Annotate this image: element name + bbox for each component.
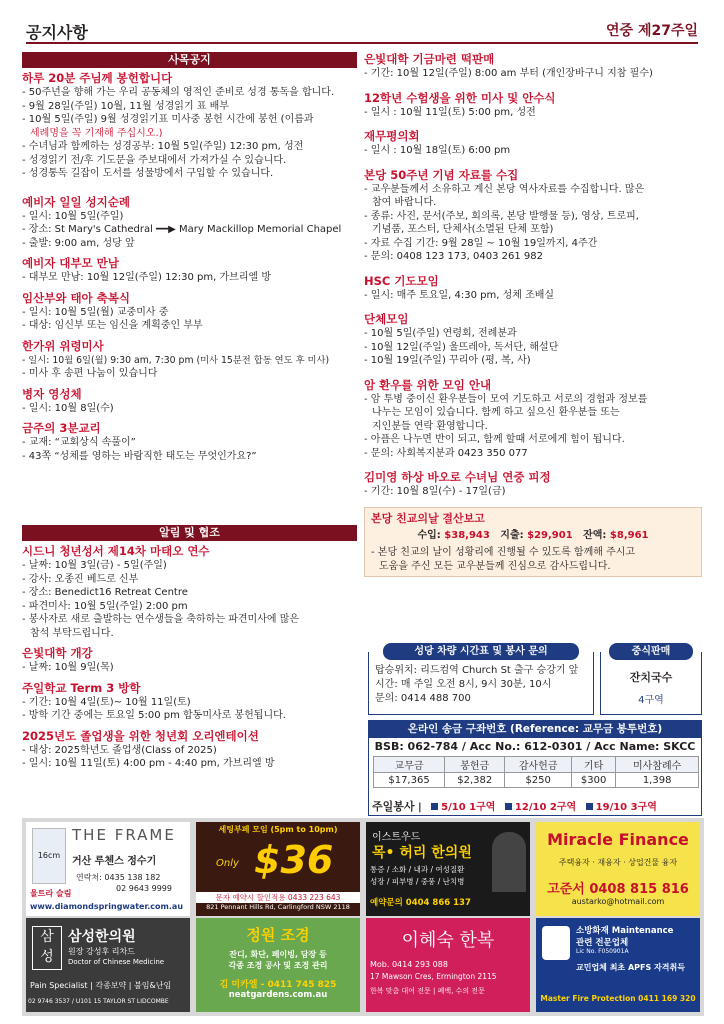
notice-bible-reading bbox=[22, 71, 357, 181]
notice-line: - 아픔은 나누면 반이 되고, 함께 할때 서로에게 힘이 됩니다. bbox=[364, 434, 625, 445]
notice-anniversary-archive bbox=[364, 168, 702, 264]
notice-finance-council bbox=[364, 129, 702, 158]
table-cell: $2,382 bbox=[445, 773, 505, 788]
ad-line: 문자 예약시 할인적용 0433 223 643 bbox=[196, 892, 360, 903]
notice-line: - 봉사자로 새로 출발하는 연수생들을 축하하는 파견미사에 많은 bbox=[22, 614, 300, 625]
ad-line: 성장 / 피부병 / 중풍 / 난치병 bbox=[370, 877, 465, 886]
notice-line: - 성경읽기 전/후 기도문을 주보대에서 가져가실 수 있습니다. bbox=[22, 154, 287, 166]
ad-price: $36 bbox=[254, 838, 334, 882]
ad-line: 02 9746 3537 / U101 15 TAYLOR ST LIDCOMBE bbox=[28, 998, 169, 1005]
notice-line: - 종류: 사진, 문서(주보, 회의록, 본당 발행물 등), 영상, 트로피, bbox=[364, 210, 639, 222]
page-title: 공지사항 bbox=[26, 23, 88, 42]
ad-line: 02 9643 9999 bbox=[116, 884, 172, 893]
notice-line: - 9월 28일(주일) 10월, 11월 성경읽기 표 배부 bbox=[22, 100, 229, 112]
notice-hsc-prayer bbox=[364, 274, 702, 303]
ad-line: 이혜숙 한복 bbox=[401, 930, 495, 951]
notice-youth-retreat bbox=[22, 544, 357, 640]
notice-line: - 날짜: 10월 9일(목) bbox=[22, 662, 114, 673]
notice-blessing bbox=[22, 291, 357, 333]
balance-label: 잔액: bbox=[583, 529, 607, 541]
notice-sunday-school bbox=[22, 681, 357, 723]
ad-garden[interactable] bbox=[196, 918, 360, 1012]
notice-line: - 암 투병 중이신 환우분들이 모여 기도하고 서로의 경험과 정보를 bbox=[364, 393, 648, 405]
income-value: $38,943 bbox=[444, 529, 490, 541]
ad-line: 각종 조경 공사 및 조경 관리 bbox=[228, 961, 328, 970]
ad-line: 예약문의 0404 866 137 bbox=[370, 898, 471, 908]
notice-line: - 장소: Benedict16 Retreat Centre bbox=[22, 587, 188, 598]
notice-title: 한가위 위령미사 bbox=[22, 338, 104, 353]
donation-title: 온라인 송금 구좌번호 (Reference: 교무금 봉투번호) bbox=[369, 721, 701, 738]
left-column-lower bbox=[22, 525, 357, 777]
ad-fire-protection[interactable] bbox=[536, 918, 700, 1012]
lunch-sale-group: 4구역 bbox=[638, 695, 664, 706]
notice-title: 단체모임 bbox=[364, 312, 409, 326]
notice-line: - 출발: 9:00 am, 성당 앞 bbox=[22, 237, 135, 249]
notice-line: - 교우분들께서 소유하고 계신 본당 역사자료를 수집합니다. 많은 bbox=[364, 183, 645, 195]
ad-line: 821 Pennant Hills Rd, Carlingford NSW 2118 bbox=[206, 903, 350, 911]
notice-line: - 일시: 10월 11일(토) 4:00 pm - 4:40 pm, 가브리엘 방 bbox=[22, 758, 275, 769]
ad-line: Mob. 0414 293 088 bbox=[370, 960, 448, 969]
notice-line: 나누는 모임이 있습니다. 함께 하고 싶으신 환우분들 또는 bbox=[372, 407, 620, 418]
purifier-icon bbox=[32, 828, 66, 884]
notice-title: 은빛대학 기금마련 떡판매 bbox=[364, 52, 495, 66]
ad-line: 김 미카엘 - 0411 745 825 bbox=[219, 980, 337, 990]
ad-line: www.diamondspringwater.com.au bbox=[30, 902, 184, 911]
offering-table bbox=[373, 756, 699, 788]
notice-line: - 성경통독 길잡이 도서를 성물방에서 구입할 수 있습니다. bbox=[22, 168, 274, 179]
income-label: 수입: bbox=[417, 529, 441, 541]
notice-line: - 대상: 임신부 또는 임신을 계획중인 부부 bbox=[22, 320, 203, 331]
ad-water-purifier[interactable] bbox=[26, 822, 190, 916]
notice-memorial-mass bbox=[22, 339, 357, 381]
notice-retreat bbox=[364, 470, 702, 499]
ad-samsung-clinic[interactable] bbox=[26, 918, 190, 1012]
notice-cancer-support bbox=[364, 378, 702, 461]
lunch-sale-item: 잔치국수 bbox=[629, 671, 673, 684]
service-label: 주일봉사 bbox=[372, 800, 415, 813]
ad-line: 교민업체 최초 APFS 자격취득 bbox=[576, 963, 685, 972]
ad-line: Miracle Finance bbox=[547, 830, 689, 849]
notice-line: - 50주년을 향해 가는 우리 공동체의 영적인 준비로 성경 통독을 합니다. bbox=[22, 87, 335, 98]
notice-title: 시드니 청년성서 제14차 마태오 연수 bbox=[22, 544, 210, 558]
expense-value: $29,901 bbox=[527, 529, 573, 541]
notice-title: 은빛대학 개강 bbox=[22, 646, 93, 660]
ad-size: 16cm bbox=[37, 851, 61, 860]
ad-finance[interactable] bbox=[536, 822, 700, 916]
ad-line: 소방화재 Maintenance bbox=[576, 926, 674, 936]
ad-line: 이스트우드 bbox=[372, 832, 421, 843]
notice-line: - 일시: 10월 8일(수) bbox=[22, 402, 114, 414]
square-icon bbox=[505, 803, 512, 810]
page-header bbox=[26, 8, 698, 44]
vehicle-row: 탑승위치: 리드컴역 Church St 출구 승강기 앞 bbox=[375, 665, 579, 676]
notice-title: 임산부와 태아 축복식 bbox=[22, 290, 130, 305]
right-column bbox=[364, 52, 702, 577]
service-item: 12/10 2구역 bbox=[514, 802, 577, 813]
ad-line: austarko@hotmail.com bbox=[571, 897, 665, 906]
notice-title: 2025년도 졸업생을 위한 청년회 오리엔테이션 bbox=[22, 728, 259, 743]
notice-line: 지인분들 연락 환영합니다. bbox=[372, 420, 488, 432]
notice-line: - 장소: St Mary's Cathedral ━━▶ Mary Mackillop Memorial Chapel bbox=[22, 224, 342, 235]
section-bar-notices: 알림 및 협조 bbox=[22, 525, 357, 541]
notice-line: - 파견미사: 10월 5일(주일) 2:00 pm bbox=[22, 600, 188, 612]
notice-line: - 10월 5일(주일) 연령회, 전례분과 bbox=[364, 328, 517, 339]
vehicle-schedule bbox=[368, 646, 594, 715]
notice-line: - 일시 : 10월 18일(토) 6:00 pm bbox=[364, 145, 511, 156]
notice-rice-cake bbox=[364, 52, 702, 81]
ad-line: Pain Specialist | 각종보약 | 불임&난임 bbox=[30, 981, 172, 990]
notice-line: 기념품, 포스터, 단체사(소멸된 단체 포함) bbox=[372, 224, 554, 235]
notice-line: - 기간: 10월 4일(토)~ 10월 11일(토) bbox=[22, 696, 191, 708]
ad-line: 연락처: 0435 138 182 bbox=[76, 873, 161, 882]
table-header: 감사헌금 bbox=[505, 757, 571, 773]
table-header: 기타 bbox=[571, 757, 615, 773]
notice-line: - 날짜: 10월 3일(금) - 5일(주일) bbox=[22, 560, 167, 571]
table-header: 봉헌금 bbox=[445, 757, 505, 773]
service-item: 5/10 1구역 bbox=[441, 802, 496, 813]
notice-line: - 기간: 10월 12일(주일) 8:00 am 부터 (개인장바구니 지참 필수) bbox=[364, 68, 653, 79]
doctor-photo-icon bbox=[492, 832, 526, 892]
sunday-service: 주일봉사 | 5/10 1구역 12/10 2구역 19/10 3구역 bbox=[372, 800, 657, 813]
ad-line: Doctor of Chinese Medicine bbox=[68, 958, 165, 966]
notice-title: 예비자 대부모 만남 bbox=[22, 256, 119, 270]
notice-line: - 일시 : 10월 11일(토) 5:00 pm, 성전 bbox=[364, 106, 536, 118]
notice-pilgrimage bbox=[22, 195, 357, 251]
notice-line: - 10월 19일(주일) 꾸리아 (평, 복, 사) bbox=[364, 355, 531, 366]
notice-line: - 일시: 10월 6일(월) 9:30 am, 7:30 pm (미사 15분전 합동 연도 후 미사) bbox=[22, 354, 330, 366]
notice-line: - 10월 5일(주일) 9월 성경읽기표 미사중 봉헌 시간에 봉헌 (이름과 bbox=[22, 114, 314, 125]
notice-line: - 10월 12일(주일) 울뜨레아, 독서단, 해설단 bbox=[364, 341, 559, 353]
vehicle-row: 문의: 0414 488 700 bbox=[375, 693, 471, 704]
notice-title: HSC 기도모임 bbox=[364, 273, 439, 288]
table-cell: 1,398 bbox=[616, 773, 699, 788]
ad-line: 고준서 0408 815 816 bbox=[547, 882, 689, 897]
ad-line: 통증 / 소화 / 내과 / 여성질환 bbox=[370, 865, 465, 874]
notice-line: 참여 바랍니다. bbox=[372, 197, 437, 208]
notice-title: 금주의 3분교리 bbox=[22, 421, 101, 435]
ad-line: 거산 루첸스 정수기 bbox=[72, 856, 157, 867]
table-cell: $250 bbox=[505, 773, 571, 788]
table-cell: $300 bbox=[571, 773, 615, 788]
notice-title: 암 환우를 위한 모임 안내 bbox=[364, 377, 492, 392]
notice-line-red: 세례명을 꼭 기재해 주십시오.) bbox=[30, 127, 163, 139]
ad-hanbok[interactable] bbox=[366, 918, 530, 1012]
ad-line: 17 Mawson Cres, Ermington 2115 bbox=[370, 972, 497, 981]
table-header: 교무금 bbox=[374, 757, 445, 773]
ad-oriental-clinic[interactable] bbox=[366, 822, 530, 916]
notice-line: - 수녀님과 함께하는 성경공부: 10월 5일(주일) 12:30 pm, 성전 bbox=[22, 141, 304, 152]
notice-line: - 강사: 오종진 베드로 신부 bbox=[22, 573, 139, 585]
clinic-logo-icon: 삼 성 bbox=[32, 926, 62, 970]
notice-line: - 교재: “교회상식 속풀이” bbox=[22, 437, 136, 448]
ad-line: 잔디, 화단, 페이빙, 담장 등 bbox=[229, 950, 327, 959]
vehicle-title: 성당 차량 시간표 및 봉사 문의 bbox=[383, 643, 579, 660]
ad-grid bbox=[22, 818, 704, 1016]
ad-line: 삼성한의원 bbox=[68, 929, 136, 945]
notice-line: - 본당 친교의 날이 성황리에 진행될 수 있도록 함께해 주시고 bbox=[371, 547, 636, 558]
ad-line: 주택융자 · 재융자 · 상업건물 융자 bbox=[558, 858, 678, 867]
section-bar-pastoral: 사목공지 bbox=[22, 52, 357, 68]
ad-line: Master Fire Protection 0411 169 320 bbox=[540, 994, 696, 1003]
notice-doctrine bbox=[22, 421, 357, 463]
square-icon bbox=[586, 803, 593, 810]
ad-line: 한복 맞춤 대여 전문 | 폐백, 수의 전문 bbox=[370, 987, 485, 995]
fire-logo-icon bbox=[542, 926, 570, 960]
notice-line: 참석 부탁드립니다. bbox=[30, 627, 114, 639]
notice-title: 병자 영성체 bbox=[22, 386, 82, 401]
notice-line: - 대부모 만남: 10월 12일(주일) 12:30 pm, 가브리엘 방 bbox=[22, 272, 271, 283]
notice-title: 예비자 일일 성지순례 bbox=[22, 194, 130, 209]
account-info: BSB: 062-784 / Acc No.: 612-0301 / Acc Name: SKCC bbox=[374, 740, 696, 753]
notice-group-meetings bbox=[364, 312, 702, 368]
expense-label: 지출: bbox=[500, 529, 524, 541]
balance-value: $8,961 bbox=[609, 529, 649, 541]
notice-title: 하루 20분 주님께 봉헌합니다 bbox=[22, 71, 173, 85]
ad-line: 정원 조경 bbox=[246, 926, 310, 944]
notice-silver-college bbox=[22, 646, 357, 675]
notice-line: - 대상: 2025학년도 졸업생(Class of 2025) bbox=[22, 744, 217, 756]
table-header: 미사참례수 bbox=[616, 757, 699, 773]
notice-line: - 일시: 10월 5일(주일) bbox=[22, 210, 124, 222]
vehicle-row: 시간: 매 주일 오전 8시, 9시 30분, 10시 bbox=[375, 679, 552, 690]
ad-line: neatgardens.com.au bbox=[228, 990, 328, 1000]
table-cell: $17,365 bbox=[374, 773, 445, 788]
settlement-summary bbox=[371, 529, 695, 543]
lunch-sale-title: 중식판매 bbox=[609, 643, 693, 660]
notice-title: 12학년 수험생을 위한 미사 및 안수식 bbox=[364, 90, 556, 105]
notice-communion bbox=[22, 387, 357, 416]
week-label: 연중 제27주일 bbox=[606, 23, 698, 39]
ad-line: 세팅부페 모임 (5pm to 10pm) bbox=[218, 825, 338, 834]
notice-line: - 문의: 사회복지분과 0423 350 077 bbox=[364, 447, 528, 459]
square-icon bbox=[431, 803, 438, 810]
notice-line: - 43쪽 “성체를 영하는 바람직한 태도는 무엇인가요?” bbox=[22, 450, 257, 462]
notice-line: - 자료 수집 기간: 9월 28일 ~ 10월 19일까지, 4주간 bbox=[364, 237, 598, 249]
ad-line: 원장 강성후 리차드 bbox=[68, 947, 135, 956]
notice-exam-mass bbox=[364, 91, 702, 120]
notice-godparents bbox=[22, 256, 357, 285]
ad-line: 울트라 슬림 bbox=[30, 889, 72, 898]
left-column bbox=[22, 52, 357, 469]
notice-title: 김미영 하상 바오로 수녀님 연중 피정 bbox=[364, 470, 551, 484]
notice-title: 재무평의회 bbox=[364, 129, 420, 143]
notice-line: - 기간: 10월 8일(수) - 17일(금) bbox=[364, 486, 506, 497]
ad-line: Only bbox=[216, 858, 239, 869]
lunch-sale bbox=[600, 646, 702, 715]
notice-title: 주일학교 Term 3 방학 bbox=[22, 680, 141, 695]
notice-line: - 미사 후 송편 나눔이 있습니다 bbox=[22, 368, 158, 379]
settlement-report bbox=[364, 507, 702, 578]
notice-line: - 일시: 10월 5일(월) 교중미사 중 bbox=[22, 306, 169, 318]
notice-line: - 일시: 매주 토요일, 4:30 pm, 성체 조배실 bbox=[364, 289, 555, 301]
notice-line: 도움을 주신 모든 교우분들께 진심으로 감사드립니다. bbox=[379, 560, 611, 572]
ad-line: 관련 전문업체 bbox=[576, 938, 629, 948]
notice-orientation bbox=[22, 729, 357, 771]
service-item: 19/10 3구역 bbox=[595, 802, 657, 813]
notice-title: 본당 친교의날 결산보고 bbox=[371, 511, 485, 525]
ad-brand: THE FRAME bbox=[72, 826, 176, 844]
ad-line: 목• 허리 한의원 bbox=[372, 845, 472, 861]
notice-title: 본당 50주년 기념 자료를 수집 bbox=[364, 167, 519, 182]
notice-line: - 문의: 0408 123 173, 0403 261 982 bbox=[364, 251, 543, 262]
ad-bbq-buffet[interactable] bbox=[196, 822, 360, 916]
notice-line: - 방학 기간 중에는 토요일 5:00 pm 합동미사로 봉헌됩니다. bbox=[22, 710, 286, 721]
ad-line: Lic No. F050901A bbox=[576, 948, 629, 955]
